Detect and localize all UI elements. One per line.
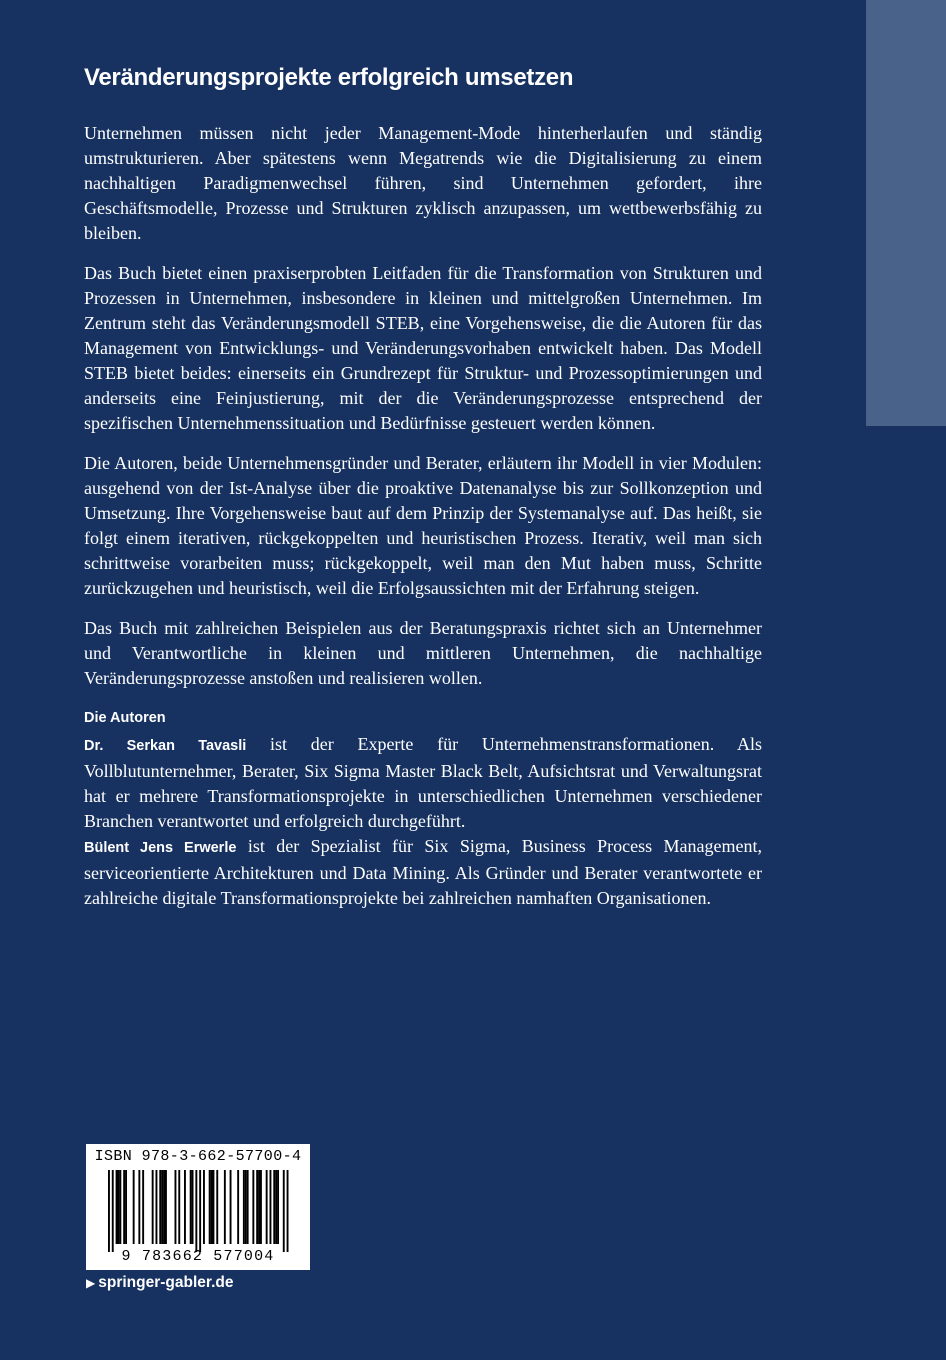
blurb-paragraph-4: Das Buch mit zahlreichen Beispielen aus der Beratungspraxis richtet sich an Unternehmer und Verantwortliche in kleinen und mittleren Unternehmen, die nachhaltige Veränderungsprozesse anstoßen und realisieren wollen. [84, 618, 762, 688]
barcode-bar [247, 1170, 249, 1244]
barcode-bar [192, 1170, 194, 1244]
author-text-2: ist der Spezialist für Six Sigma, Business Process Management, serviceorientierte Architekturen und Data Mining. Als Gründer und Berater verantwortete er zahlreiche digitale Transformationsprojekte bei zahlreichen namhaften Organisationen. [84, 836, 763, 908]
barcode-bar [275, 1170, 277, 1244]
blurb-paragraph-2: Das Buch bietet einen praxiserprobten Leitfaden für die Transformation von Strukturen und Prozessen in Unternehmen, insbesondere in kleinen und mittelgroßen Unternehmen. Im Zentrum steht das Veränderungsmodell STEB, eine Vorgehensweise, die die Autoren für das Management von Entwicklungs- und Veränderungsvorhaben entwickelt haben. Das Modell STEB bietet beides: einerseits ein Grundrezept für Struktur- und Prozessoptimierungen und anderseits eine Feinjustierung, mit der die Veränderungsprozesse entsprechend der spezifischen Unternehmenssituation und Bedürfnisse gesteuert werden können. [84, 263, 762, 433]
barcode-bar [178, 1170, 180, 1244]
authors-heading: Die Autoren [84, 710, 166, 726]
blurb-paragraph-3: Die Autoren, beide Unternehmensgründer und Berater, erläutern ihr Modell in vier Modulen: ausgehend von der Ist-Analyse über die proaktive Datenanalyse bis zur Sollkonzeption und Umsetzung. Ihre Vorgehensweise baut auf dem Prinzip der Systemanalyse auf. Das heißt, sie folgt einem iterativen, rückgekoppelten und heuristischen Prozess. Iterativ, weil man sich schrittweise vorarbeiten muss; rückgekoppelt, weil man den Mut haben muss, Schritte zurückzugehen und heuristisch, weil die Erfolgsaussichten mit der Erfahrung steigen. [84, 453, 762, 598]
author-bio-2 [84, 834, 762, 911]
isbn-barcode [86, 1144, 310, 1270]
barcode-bar [119, 1170, 121, 1244]
barcode-bar [125, 1170, 127, 1244]
barcode-bar [237, 1170, 239, 1244]
barcode-bar [203, 1170, 205, 1244]
barcode-bar [283, 1170, 285, 1252]
barcode-bar [224, 1170, 226, 1244]
ean-digits: 9 783662 577004 [121, 1248, 275, 1265]
blurb-body [84, 121, 762, 911]
barcode-bar [243, 1170, 245, 1244]
publisher-url: springer-gabler.de [98, 1274, 234, 1291]
barcode-bar [133, 1170, 135, 1244]
barcode-bar [260, 1170, 262, 1244]
barcode-bar [245, 1170, 247, 1244]
barcode-bar [230, 1170, 232, 1244]
barcode-bar [159, 1170, 161, 1244]
barcode-bar [216, 1170, 218, 1244]
barcode-bar [199, 1170, 201, 1252]
barcode-bar [277, 1170, 279, 1244]
author-text-1: ist der Experte für Unternehmenstransformationen. Als Vollblutunternehmer, Berater, Six Sigma Master Black Belt, Aufsichtsrat und Verwaltungsrat hat er mehrere Transformationsprojekte in unterschiedlichen Unternehmen verschiedener Branchen verantwortet und erfolgreich durchgeführt. [84, 734, 762, 831]
barcode-bar [175, 1170, 177, 1244]
triangle-right-icon: ▶ [86, 1276, 96, 1290]
barcode-bar [256, 1170, 258, 1244]
barcode-bar [118, 1170, 120, 1244]
barcode-bar [213, 1170, 215, 1244]
back-cover-title: Veränderungsprojekte erfolgreich umsetzen [84, 64, 574, 91]
barcode-bar [142, 1170, 144, 1244]
author-name-1: Dr. Serkan Tavasli [84, 738, 247, 754]
barcode-bar [165, 1170, 167, 1244]
barcode-bar [258, 1170, 260, 1244]
barcode-bar [287, 1170, 289, 1252]
barcode-bar [116, 1170, 118, 1244]
author-bio-1 [84, 732, 762, 834]
isbn-label: ISBN 978-3-662-57700-4 [94, 1148, 302, 1165]
barcode-bar [273, 1170, 275, 1244]
author-name-2: Bülent Jens Erwerle [84, 840, 237, 856]
barcode-bar [112, 1170, 114, 1252]
barcode-bar [209, 1170, 211, 1244]
barcode-bar [123, 1170, 125, 1244]
side-color-band [866, 0, 946, 426]
barcode-bar [195, 1170, 197, 1252]
barcode-bar [161, 1170, 163, 1244]
barcode-bar [270, 1170, 272, 1244]
barcode-bar [266, 1170, 268, 1244]
barcode-bar [190, 1170, 192, 1244]
publisher-link[interactable] [86, 1274, 233, 1292]
barcode-bar [184, 1170, 186, 1244]
barcode-bar [108, 1170, 110, 1252]
barcode-bar [152, 1170, 154, 1244]
blurb-paragraph-1: Unternehmen müssen nicht jeder Management-Mode hinterherlaufen und ständig umstrukturieren. Aber spätestens wenn Megatrends wie die Digitalisierung zu einem nachhaltigen Paradigmenwechsel führen, sind Unternehmen gefordert, ihre Geschäftsmodelle, Prozesse und Strukturen zyklisch anzupassen, um wettbewerbsfähig zu bleiben. [84, 123, 762, 243]
barcode-bar [138, 1170, 140, 1244]
barcode-bar [252, 1170, 254, 1244]
barcode-bar [163, 1170, 165, 1244]
barcode-bar [156, 1170, 158, 1244]
barcode-bar [211, 1170, 213, 1244]
